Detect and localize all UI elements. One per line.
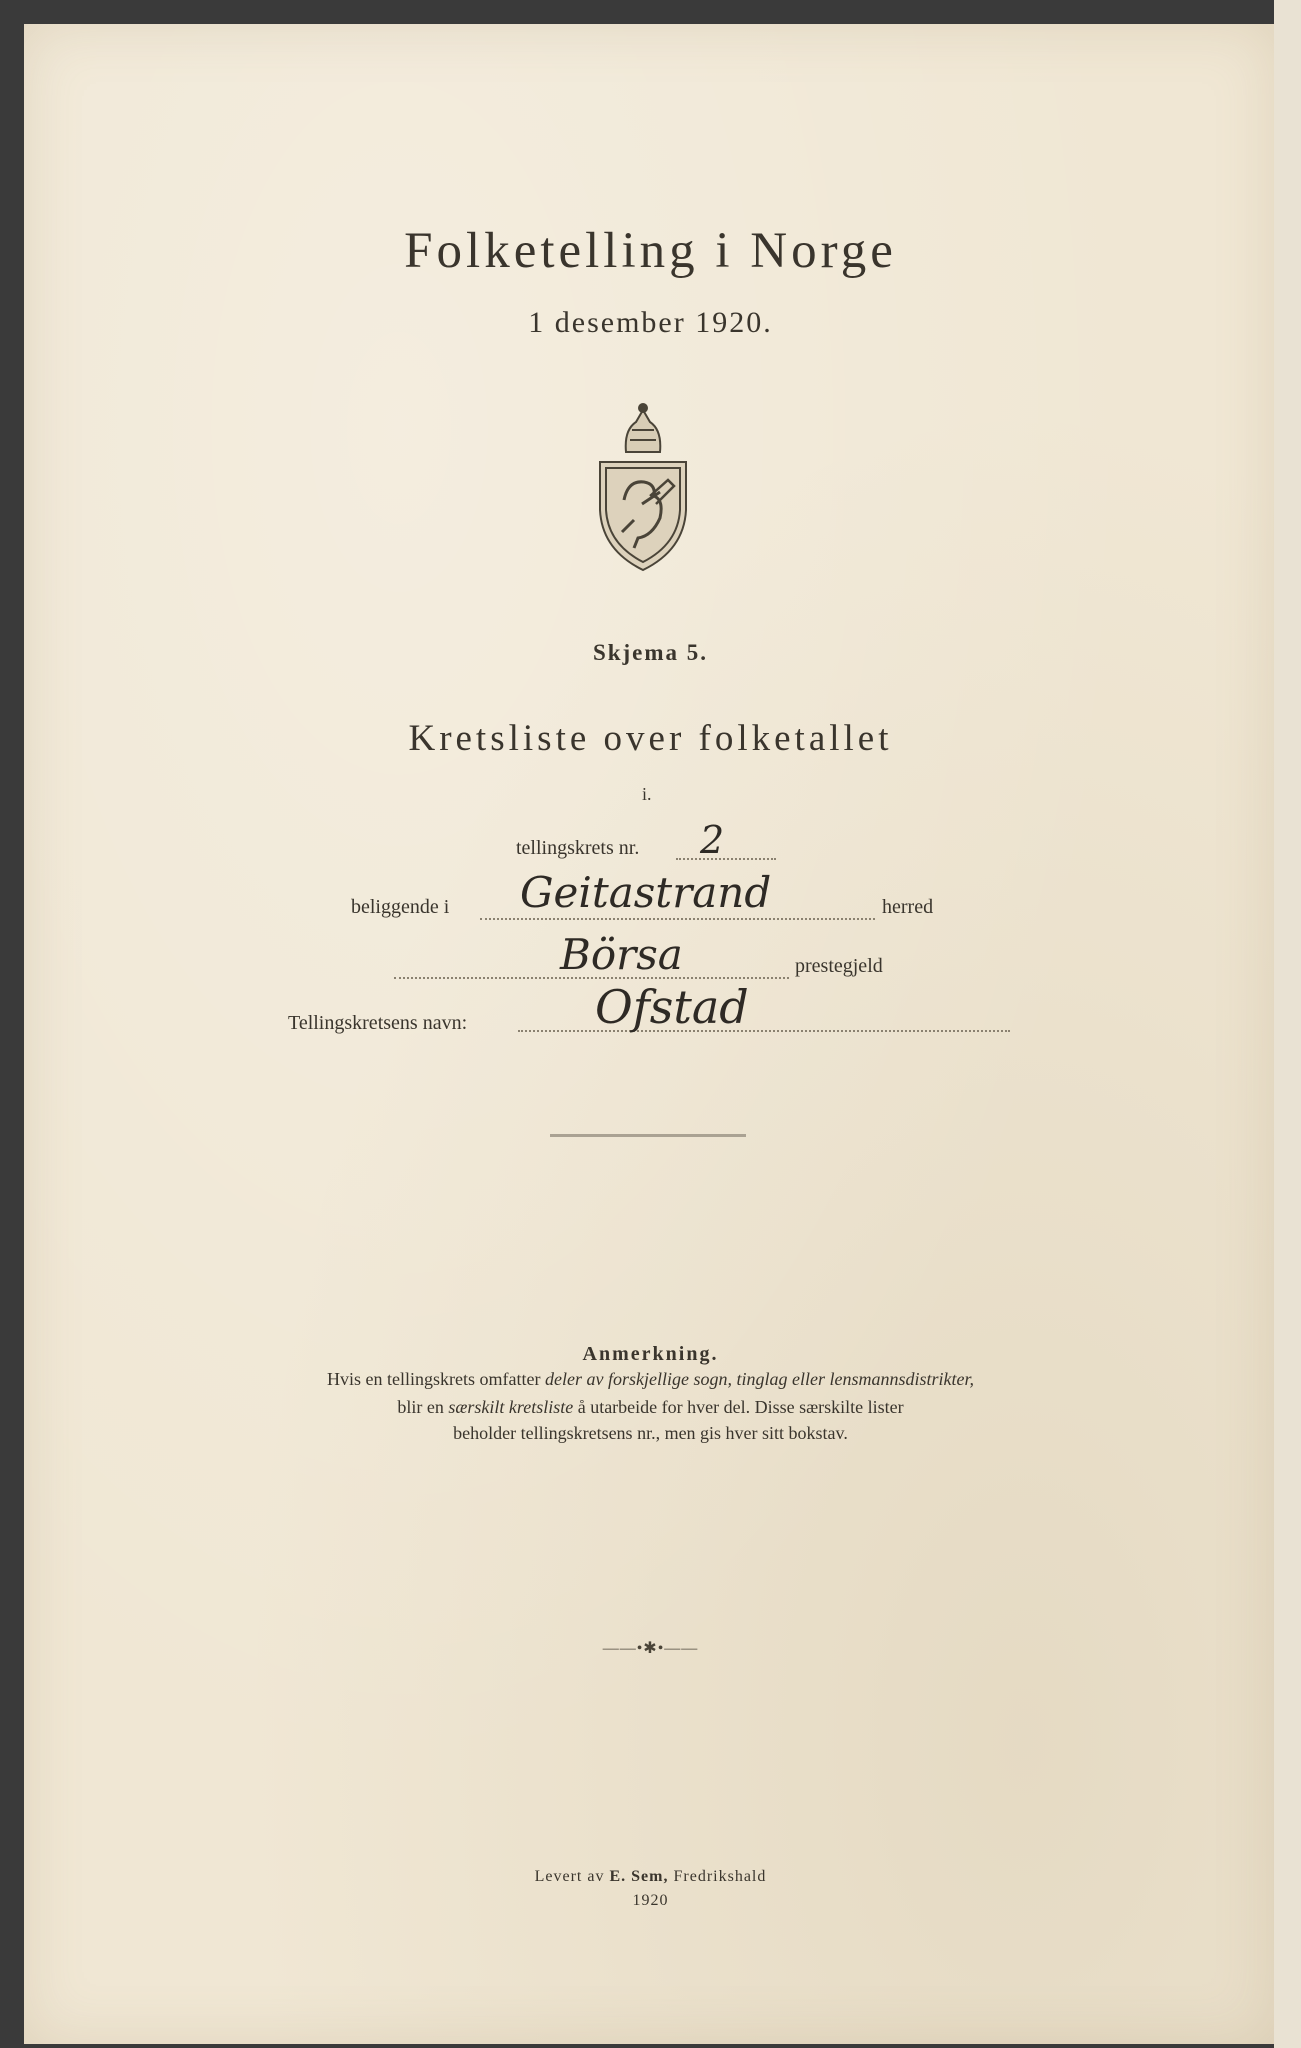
note-emphasis: deler av forskjellige sogn, tinglag eller lensmannsdistrikter, bbox=[545, 1369, 974, 1389]
printer-imprint bbox=[0, 1868, 1301, 1886]
note-text: å utarbeide for hver del. Disse særskilte lister bbox=[573, 1397, 904, 1417]
district-name-label: Tellingskretsens navn: bbox=[288, 1012, 468, 1034]
imprint-place: Fredrikshald bbox=[668, 1868, 767, 1885]
note-emphasis: særskilt kretsliste bbox=[448, 1397, 574, 1417]
municipality-suffix: herred bbox=[882, 896, 934, 918]
note-text: Hvis en tellingskrets omfatter bbox=[327, 1369, 545, 1389]
parish-value[interactable]: Börsa bbox=[560, 930, 683, 979]
note-heading: Anmerkning. bbox=[582, 1343, 719, 1365]
norwegian-coat-of-arms-icon bbox=[594, 400, 692, 572]
preposition: i. bbox=[642, 784, 652, 804]
note-line-3: beholder tellingskretsens nr., men gis hver sitt bokstav. bbox=[453, 1423, 848, 1443]
district-name-value[interactable]: Ofstad bbox=[595, 980, 749, 1034]
municipality-value[interactable]: Geitastrand bbox=[520, 868, 772, 917]
located-in-label: beliggende i bbox=[351, 896, 450, 918]
schema-number: Skjema 5. bbox=[592, 640, 709, 665]
note-line-2 bbox=[0, 1397, 1301, 1418]
district-number-line bbox=[676, 858, 776, 860]
municipality-line bbox=[480, 918, 875, 920]
imprint-prefix: Levert av bbox=[534, 1868, 610, 1885]
district-number-label: tellingskrets nr. bbox=[516, 837, 640, 859]
parish-suffix: prestegjeld bbox=[795, 955, 883, 977]
census-date: 1 desember 1920. bbox=[528, 306, 773, 339]
form-heading: Kretsliste over folketallet bbox=[408, 718, 893, 759]
district-name-line bbox=[518, 1030, 1010, 1032]
imprint-publisher: E. Sem, bbox=[609, 1868, 669, 1885]
note-text: blir en bbox=[397, 1397, 449, 1417]
separator-rule bbox=[550, 1134, 746, 1137]
imprint-year: 1920 bbox=[632, 1892, 669, 1909]
form-title: Folketelling i Norge bbox=[404, 223, 897, 279]
ornament-divider: ——•✱•—— bbox=[602, 1640, 699, 1657]
note-line-1 bbox=[0, 1369, 1301, 1390]
district-number-value[interactable]: 2 bbox=[700, 818, 725, 862]
